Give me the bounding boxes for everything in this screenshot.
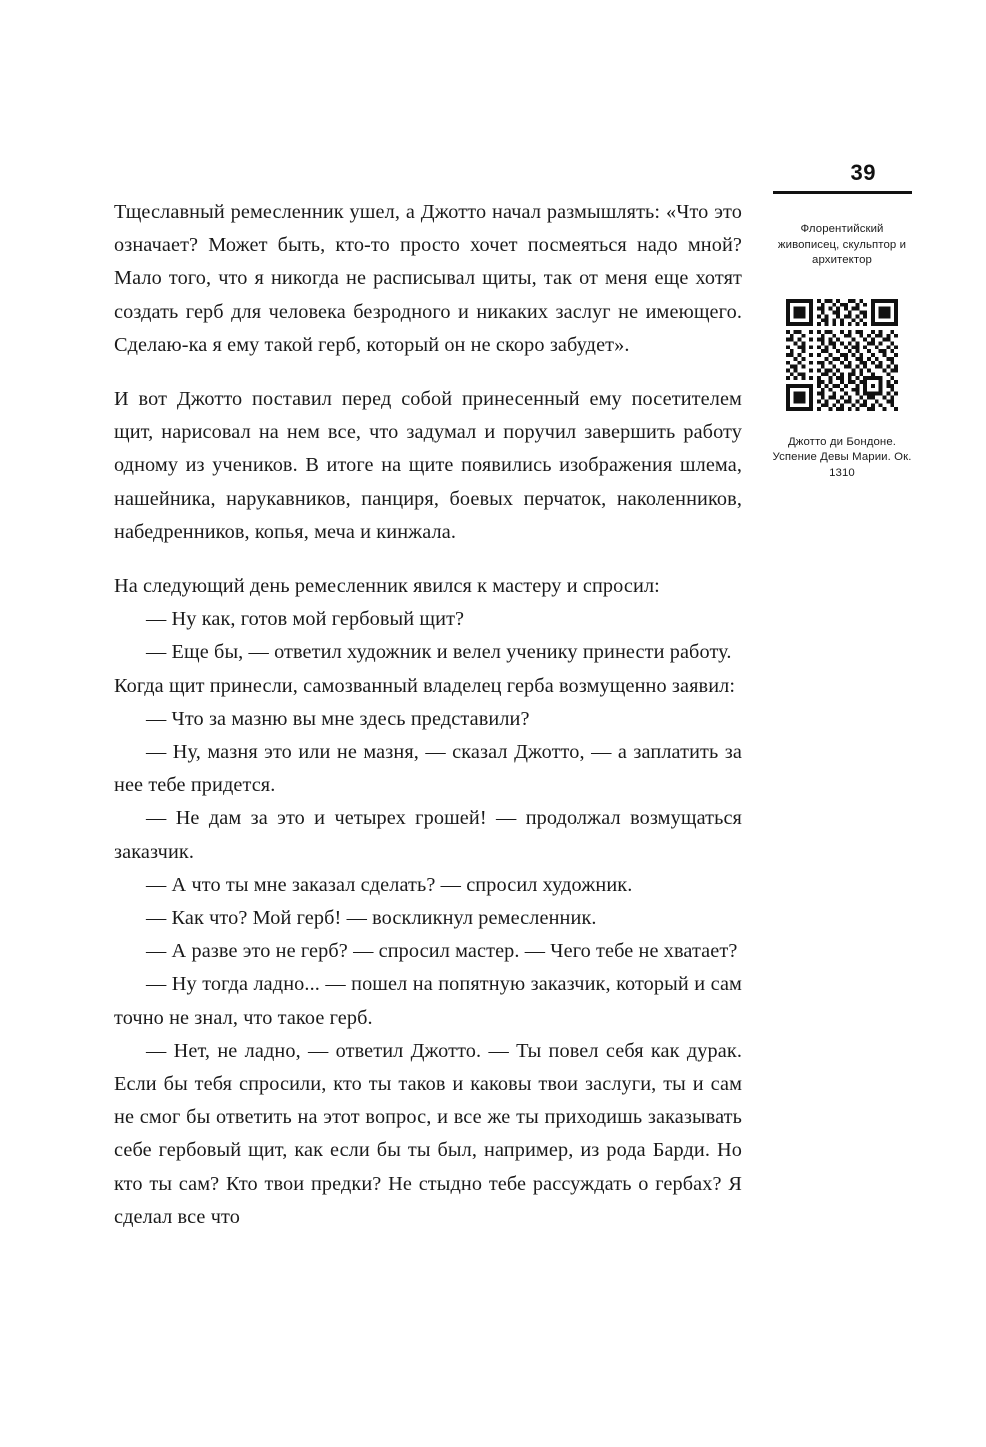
dialog-line: На следующий день ремесленник явился к мастеру и спросил: <box>114 575 660 598</box>
paragraph: И вот Джотто поставил перед собой принесенный ему посетителем щит, нарисовал на нем все, что задумал и поручил завершить работу одному из учеников. В итоге на щите появились изображения шлема, нашейника, нарукавников, панциря, боевых перчаток, наколенников, набедренников, копья, меча и кинжала. <box>114 388 742 543</box>
dialog-line: — Не дам за это и четырех грошей! — продолжал возмущаться заказчик. <box>114 807 742 863</box>
dialog-line: — А разве это не герб? — спросил мастер. — Чего тебе не хватает? <box>146 940 738 963</box>
dialog-line: — Еще бы, — ответил художник и велел ученику принести работу. <box>146 641 732 664</box>
qr-code-wrapper <box>772 299 912 411</box>
body-text-column <box>114 196 742 1234</box>
dialog-line: — Ну, мазня это или не мазня, — сказал Джотто, — а заплатить за нее тебе придется. <box>114 741 742 797</box>
margin-caption-bottom: Джотто ди Бондоне. Успение Девы Марии. Ок. 1310 <box>772 435 912 479</box>
dialog-line: — А что ты мне заказал сделать? — спросил художник. <box>146 873 633 896</box>
dialog-line: Когда щит принесли, самозванный владелец герба возмущенно заявил: <box>114 674 736 697</box>
horizontal-rule <box>773 191 912 194</box>
dialog-line: — Нет, не ладно, — ответил Джотто. — Ты повел себя как дурак. Если бы тебя спросили, кто ты таков и каковы твои заслуги, ты и сам не смог бы ответить на этот вопрос, и все же ты приходишь заказывать себе гербовый щит, как если бы ты был, например, из рода Барди. Но кто ты сам? Кто твои предки? Не стыдно тебе рассуждать о гербах? Я сделал все что <box>114 1039 742 1228</box>
margin-caption-top: Флорентийский живописец, скульптор и архитектор <box>777 223 907 267</box>
dialog-line: — Как что? Мой герб! — воскликнул ремесленник. <box>146 907 597 930</box>
paragraph: Тщеславный ремесленник ушел, а Джотто начал размышлять: «Что это означает? Может быть, кто-то просто хочет посмеяться надо мной? Мало того, что я никогда не расписывал щиты, так от меня еще хотят создать герб для человека безродного и никаких заслуг не имеющего. Сделаю-ка я ему такой герб, который он не скоро забудет». <box>114 201 742 356</box>
qr-code-icon[interactable] <box>786 299 898 411</box>
page-number: 39 <box>850 160 876 185</box>
margin-column <box>772 160 912 482</box>
dialog-line: — Ну как, готов мой гербовый щит? <box>146 608 465 631</box>
dialog-line: — Что за мазню вы мне здесь представили? <box>146 707 530 730</box>
folio-row <box>772 160 912 194</box>
dialog-block <box>114 570 742 1234</box>
dialog-line: — Ну тогда ладно... — пошел на попятную заказчик, который и сам точно не знал, что такое герб. <box>114 973 742 1029</box>
